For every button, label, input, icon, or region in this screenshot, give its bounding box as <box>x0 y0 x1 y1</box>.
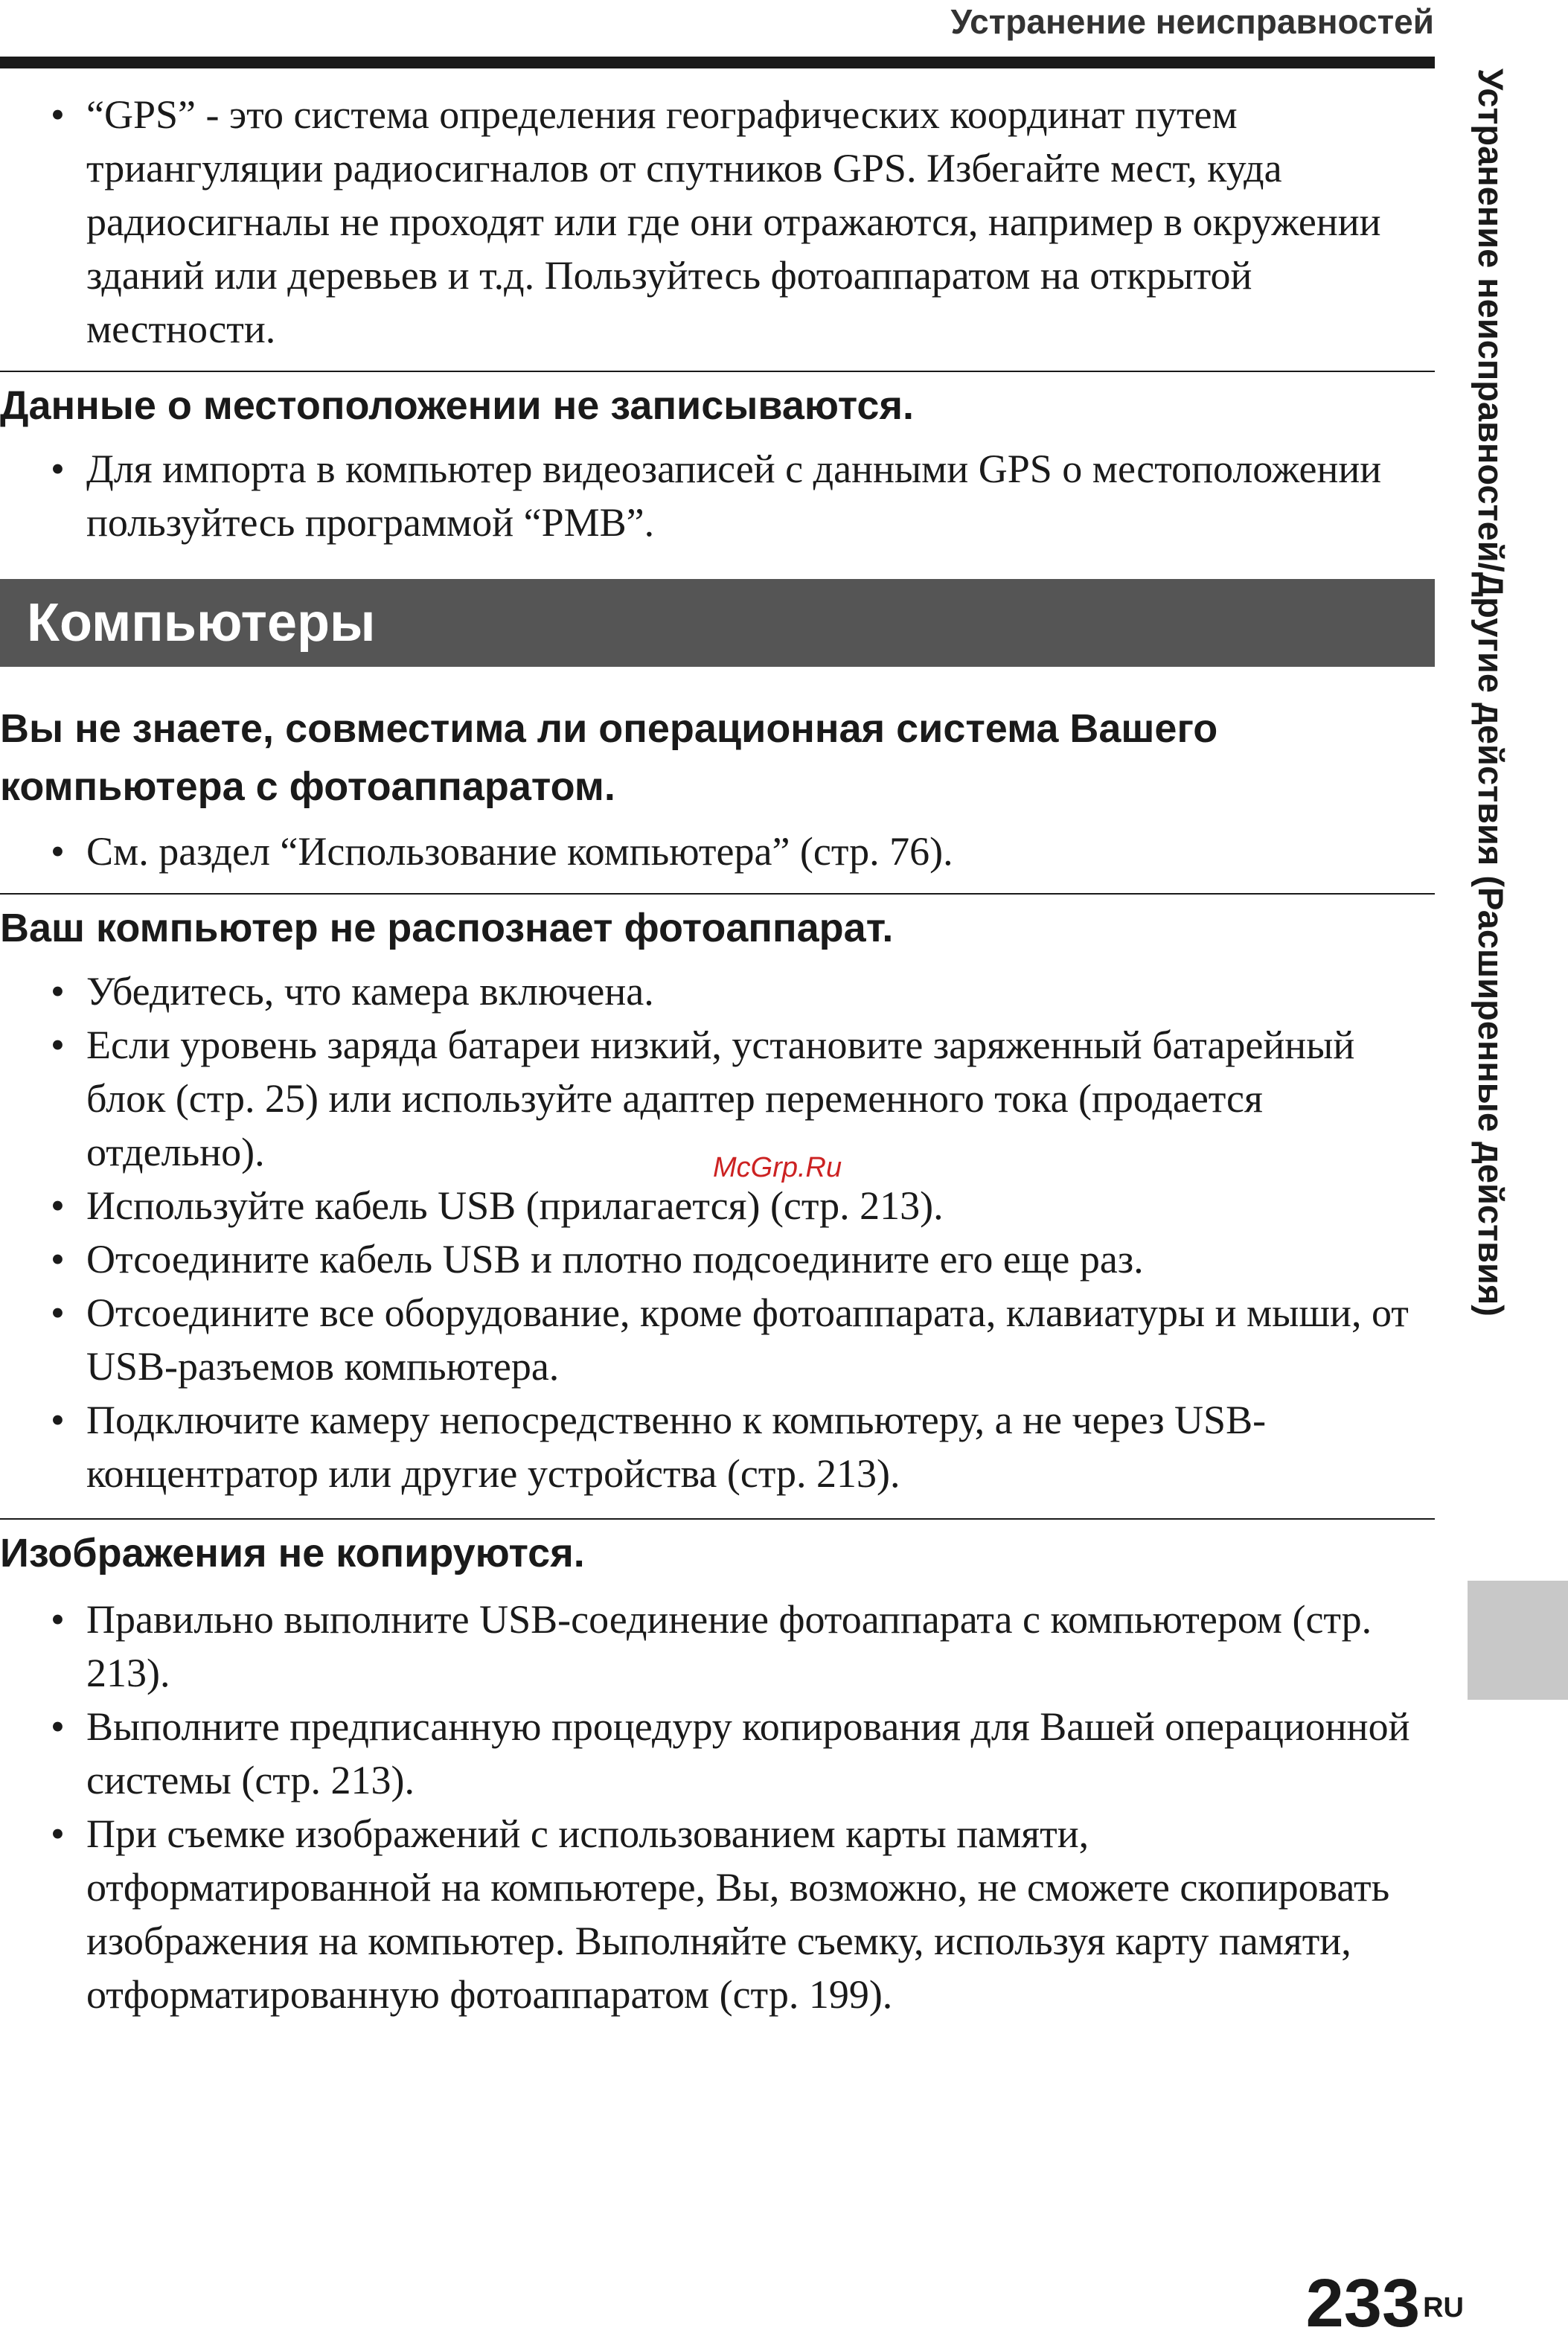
list-item: • Убедитесь, что камера включена. <box>0 964 1435 1018</box>
list-item: • Правильно выполните USB-соединение фотоаппарата с компьютером (стр. 213). <box>0 1593 1435 1700</box>
chapter-thumb-marker <box>1468 1581 1568 1700</box>
page-number-value: 233 <box>1305 2265 1421 2341</box>
section-title-bar: Компьютеры <box>0 579 1435 667</box>
not-recognized-heading: Ваш компьютер не распознает фотоаппарат. <box>0 906 894 950</box>
not-copied-heading: Изображения не копируются. <box>0 1531 585 1575</box>
list-item: • “GPS” - это система определения географических координат путем триангуляции радиосигналов от спутников GPS. Избегайте мест, куда радиосигналы не проходят или где они отражаются, например в окружении зданий или деревьев и т.д. Пользуйтесь фотоаппаратом на открытой местности. <box>0 88 1435 356</box>
header-rule <box>0 57 1435 68</box>
intro-bullet-list <box>0 88 1435 356</box>
list-item: • Используйте кабель USB (прилагается) (стр. 213). <box>0 1179 1435 1232</box>
location-bullet-list <box>0 442 1435 549</box>
list-item: • Для импорта в компьютер видеозаписей с данными GPS о местоположении пользуйтесь программой “PMB”. <box>0 442 1435 549</box>
list-item: • Если уровень заряда батареи низкий, установите заряженный батарейный блок (стр. 25) или используйте адаптер переменного тока (продается отдельно). <box>0 1018 1435 1179</box>
os-compat-bullet-list <box>0 825 1435 878</box>
os-compat-heading: Вы не знаете, совместима ли операционная система Вашего компьютера с фотоаппаратом. <box>0 706 1218 809</box>
chapter-side-tab-label: Устранение неисправностей/Другие действия (Расширенные действия) <box>1471 68 1511 1317</box>
not-copied-bullet-list <box>0 1593 1435 2021</box>
page-number <box>1306 2266 1464 2341</box>
list-item: • Отсоедините все оборудование, кроме фотоаппарата, клавиатуры и мыши, от USB-разъемов компьютера. <box>0 1286 1435 1393</box>
location-heading: Данные о местоположении не записываются. <box>0 383 914 428</box>
language-code: RU <box>1423 2292 1464 2323</box>
list-item: • Выполните предписанную процедуру копирования для Вашей операционной системы (стр. 213). <box>0 1700 1435 1807</box>
list-item: • При съемке изображений с использованием карты памяти, отформатированной на компьютере, Вы, возможно, не сможете скопировать изображения на компьютер. Выполняйте съемку, используя карту памяти, отформатированную фотоаппаратом (стр. 199). <box>0 1807 1435 2021</box>
not-recognized-bullet-list <box>0 964 1435 1500</box>
section-divider <box>0 371 1435 372</box>
page-content <box>0 68 1435 2021</box>
section-divider <box>0 1518 1435 1520</box>
chapter-side-tab <box>1457 68 1524 1557</box>
running-header: Устранение неисправностей <box>950 2 1434 41</box>
list-item: • Отсоедините кабель USB и плотно подсоедините его еще раз. <box>0 1232 1435 1286</box>
section-divider <box>0 893 1435 895</box>
list-item: • Подключите камеру непосредственно к компьютеру, а не через USB-концентратор или другие устройства (стр. 213). <box>0 1393 1435 1500</box>
list-item: • См. раздел “Использование компьютера” (стр. 76). <box>0 825 1435 878</box>
watermark: McGrp.Ru <box>713 1152 842 1183</box>
